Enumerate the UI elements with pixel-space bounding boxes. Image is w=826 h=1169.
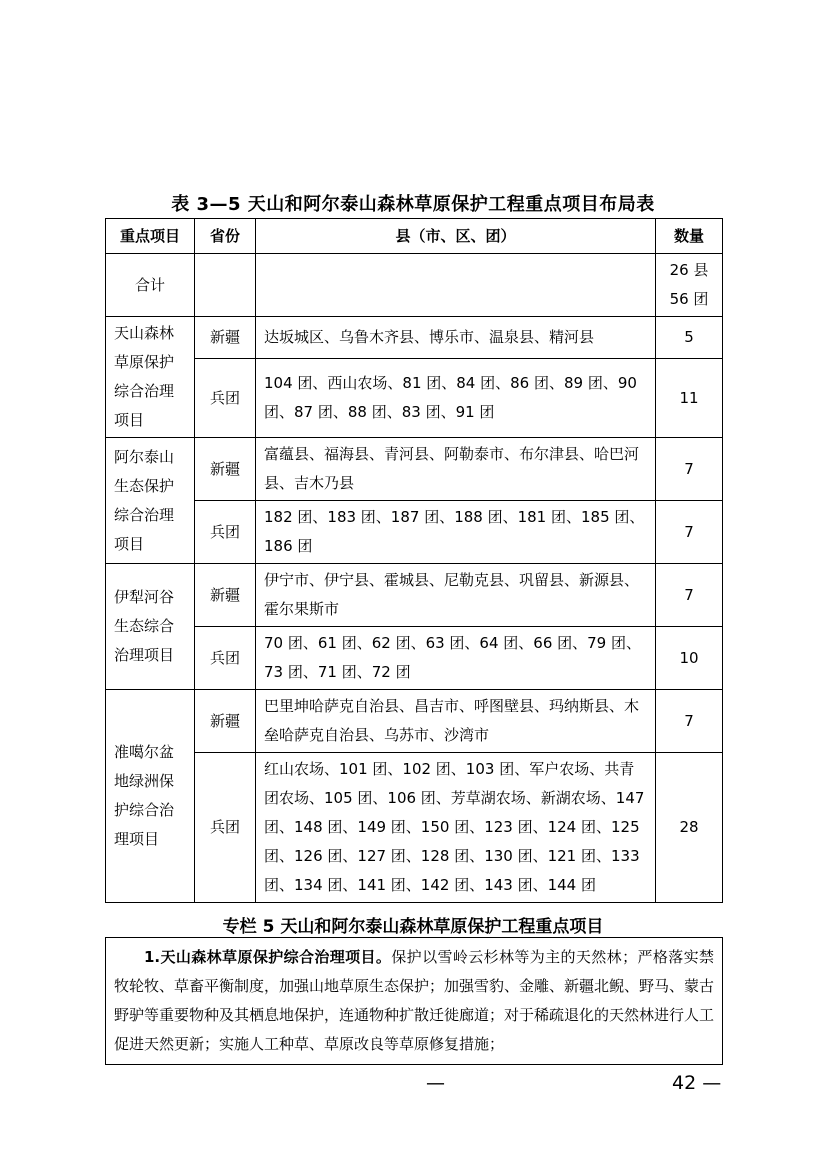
province-cell: 新疆 bbox=[195, 564, 256, 627]
table-row bbox=[106, 359, 723, 438]
count-cell: 5 bbox=[656, 317, 723, 359]
counties-cell: 70 团、61 团、62 团、63 团、64 团、66 团、79 团、73 团、71 团、72 团 bbox=[256, 627, 656, 690]
total-row bbox=[106, 254, 723, 317]
header-row bbox=[106, 219, 723, 254]
page-number: 42 — bbox=[672, 1072, 722, 1094]
total-count-line2: 56 团 bbox=[669, 290, 709, 308]
total-count-line1: 26 县 bbox=[669, 261, 709, 279]
count-cell: 7 bbox=[656, 501, 723, 564]
table-row bbox=[106, 564, 723, 627]
total-label: 合计 bbox=[106, 254, 195, 317]
table-row bbox=[106, 438, 723, 501]
header-project: 重点项目 bbox=[106, 219, 195, 254]
total-count bbox=[656, 254, 723, 317]
province-cell: 新疆 bbox=[195, 438, 256, 501]
province-cell: 新疆 bbox=[195, 317, 256, 359]
province-cell: 兵团 bbox=[195, 359, 256, 438]
project-name: 准噶尔盆地绿洲保护综合治理项目 bbox=[106, 690, 195, 903]
table-title: 表 3—5 天山和阿尔泰山森林草原保护工程重点项目布局表 bbox=[171, 194, 655, 215]
count-cell: 7 bbox=[656, 690, 723, 753]
count-cell: 7 bbox=[656, 438, 723, 501]
table-row bbox=[106, 317, 723, 359]
counties-cell: 达坂城区、乌鲁木齐县、博乐市、温泉县、精河县 bbox=[256, 317, 656, 359]
counties-cell: 富蕴县、福海县、青河县、阿勒泰市、布尔津县、哈巴河县、吉木乃县 bbox=[256, 438, 656, 501]
box-title: 专栏 5 天山和阿尔泰山森林草原保护工程重点项目 bbox=[222, 917, 604, 937]
count-cell: 10 bbox=[656, 627, 723, 690]
count-cell: 11 bbox=[656, 359, 723, 438]
province-cell: 兵团 bbox=[195, 501, 256, 564]
total-province bbox=[195, 254, 256, 317]
total-counties bbox=[256, 254, 656, 317]
header-count: 数量 bbox=[656, 219, 723, 254]
project-name: 天山森林草原保护综合治理项目 bbox=[106, 317, 195, 438]
counties-cell: 104 团、西山农场、81 团、84 团、86 团、89 团、90 团、87 团、88 团、83 团、91 团 bbox=[256, 359, 656, 438]
table-row bbox=[106, 690, 723, 753]
province-cell: 新疆 bbox=[195, 690, 256, 753]
project-name: 伊犁河谷生态综合治理项目 bbox=[106, 564, 195, 690]
count-cell: 7 bbox=[656, 564, 723, 627]
header-province: 省份 bbox=[195, 219, 256, 254]
province-cell: 兵团 bbox=[195, 627, 256, 690]
table-row bbox=[106, 753, 723, 903]
project-name: 阿尔泰山生态保护综合治理项目 bbox=[106, 438, 195, 564]
counties-cell: 红山农场、101 团、102 团、103 团、军户农场、共青团农场、105 团、106 团、芳草湖农场、新湖农场、147 团、148 团、149 团、150 团、123 团、124 团、125 团、126 团、127 团、128 团、130 团、121 团、133 团、134 团、141 团、142 团、143 团、144 团 bbox=[256, 753, 656, 903]
province-cell: 兵团 bbox=[195, 753, 256, 903]
table-row bbox=[106, 627, 723, 690]
text-box bbox=[105, 937, 723, 1065]
box-lead: 1.天山森林草原保护综合治理项目。 bbox=[144, 948, 392, 966]
header-counties: 县（市、区、团） bbox=[256, 219, 656, 254]
counties-cell: 巴里坤哈萨克自治县、昌吉市、呼图壁县、玛纳斯县、木垒哈萨克自治县、乌苏市、沙湾市 bbox=[256, 690, 656, 753]
footer-dash: — bbox=[426, 1072, 445, 1094]
count-cell: 28 bbox=[656, 753, 723, 903]
counties-cell: 伊宁市、伊宁县、霍城县、尼勒克县、巩留县、新源县、霍尔果斯市 bbox=[256, 564, 656, 627]
box-text: 保护以雪岭云杉林等为主的天然林；严格落实禁牧轮牧、草畜平衡制度，加强山地草原生态保护；加强雪豹、金雕、新疆北鲵、野马、蒙古野驴等重要物种及其栖息地保护，连通物种扩散迁徙廊道；对于稀疏退化的天然林进行人工促进天然更新；实施人工种草、草原改良等草原修复措施； bbox=[114, 948, 715, 1053]
layout-table bbox=[105, 218, 723, 903]
table-row bbox=[106, 501, 723, 564]
counties-cell: 182 团、183 团、187 团、188 团、181 团、185 团、186 团 bbox=[256, 501, 656, 564]
